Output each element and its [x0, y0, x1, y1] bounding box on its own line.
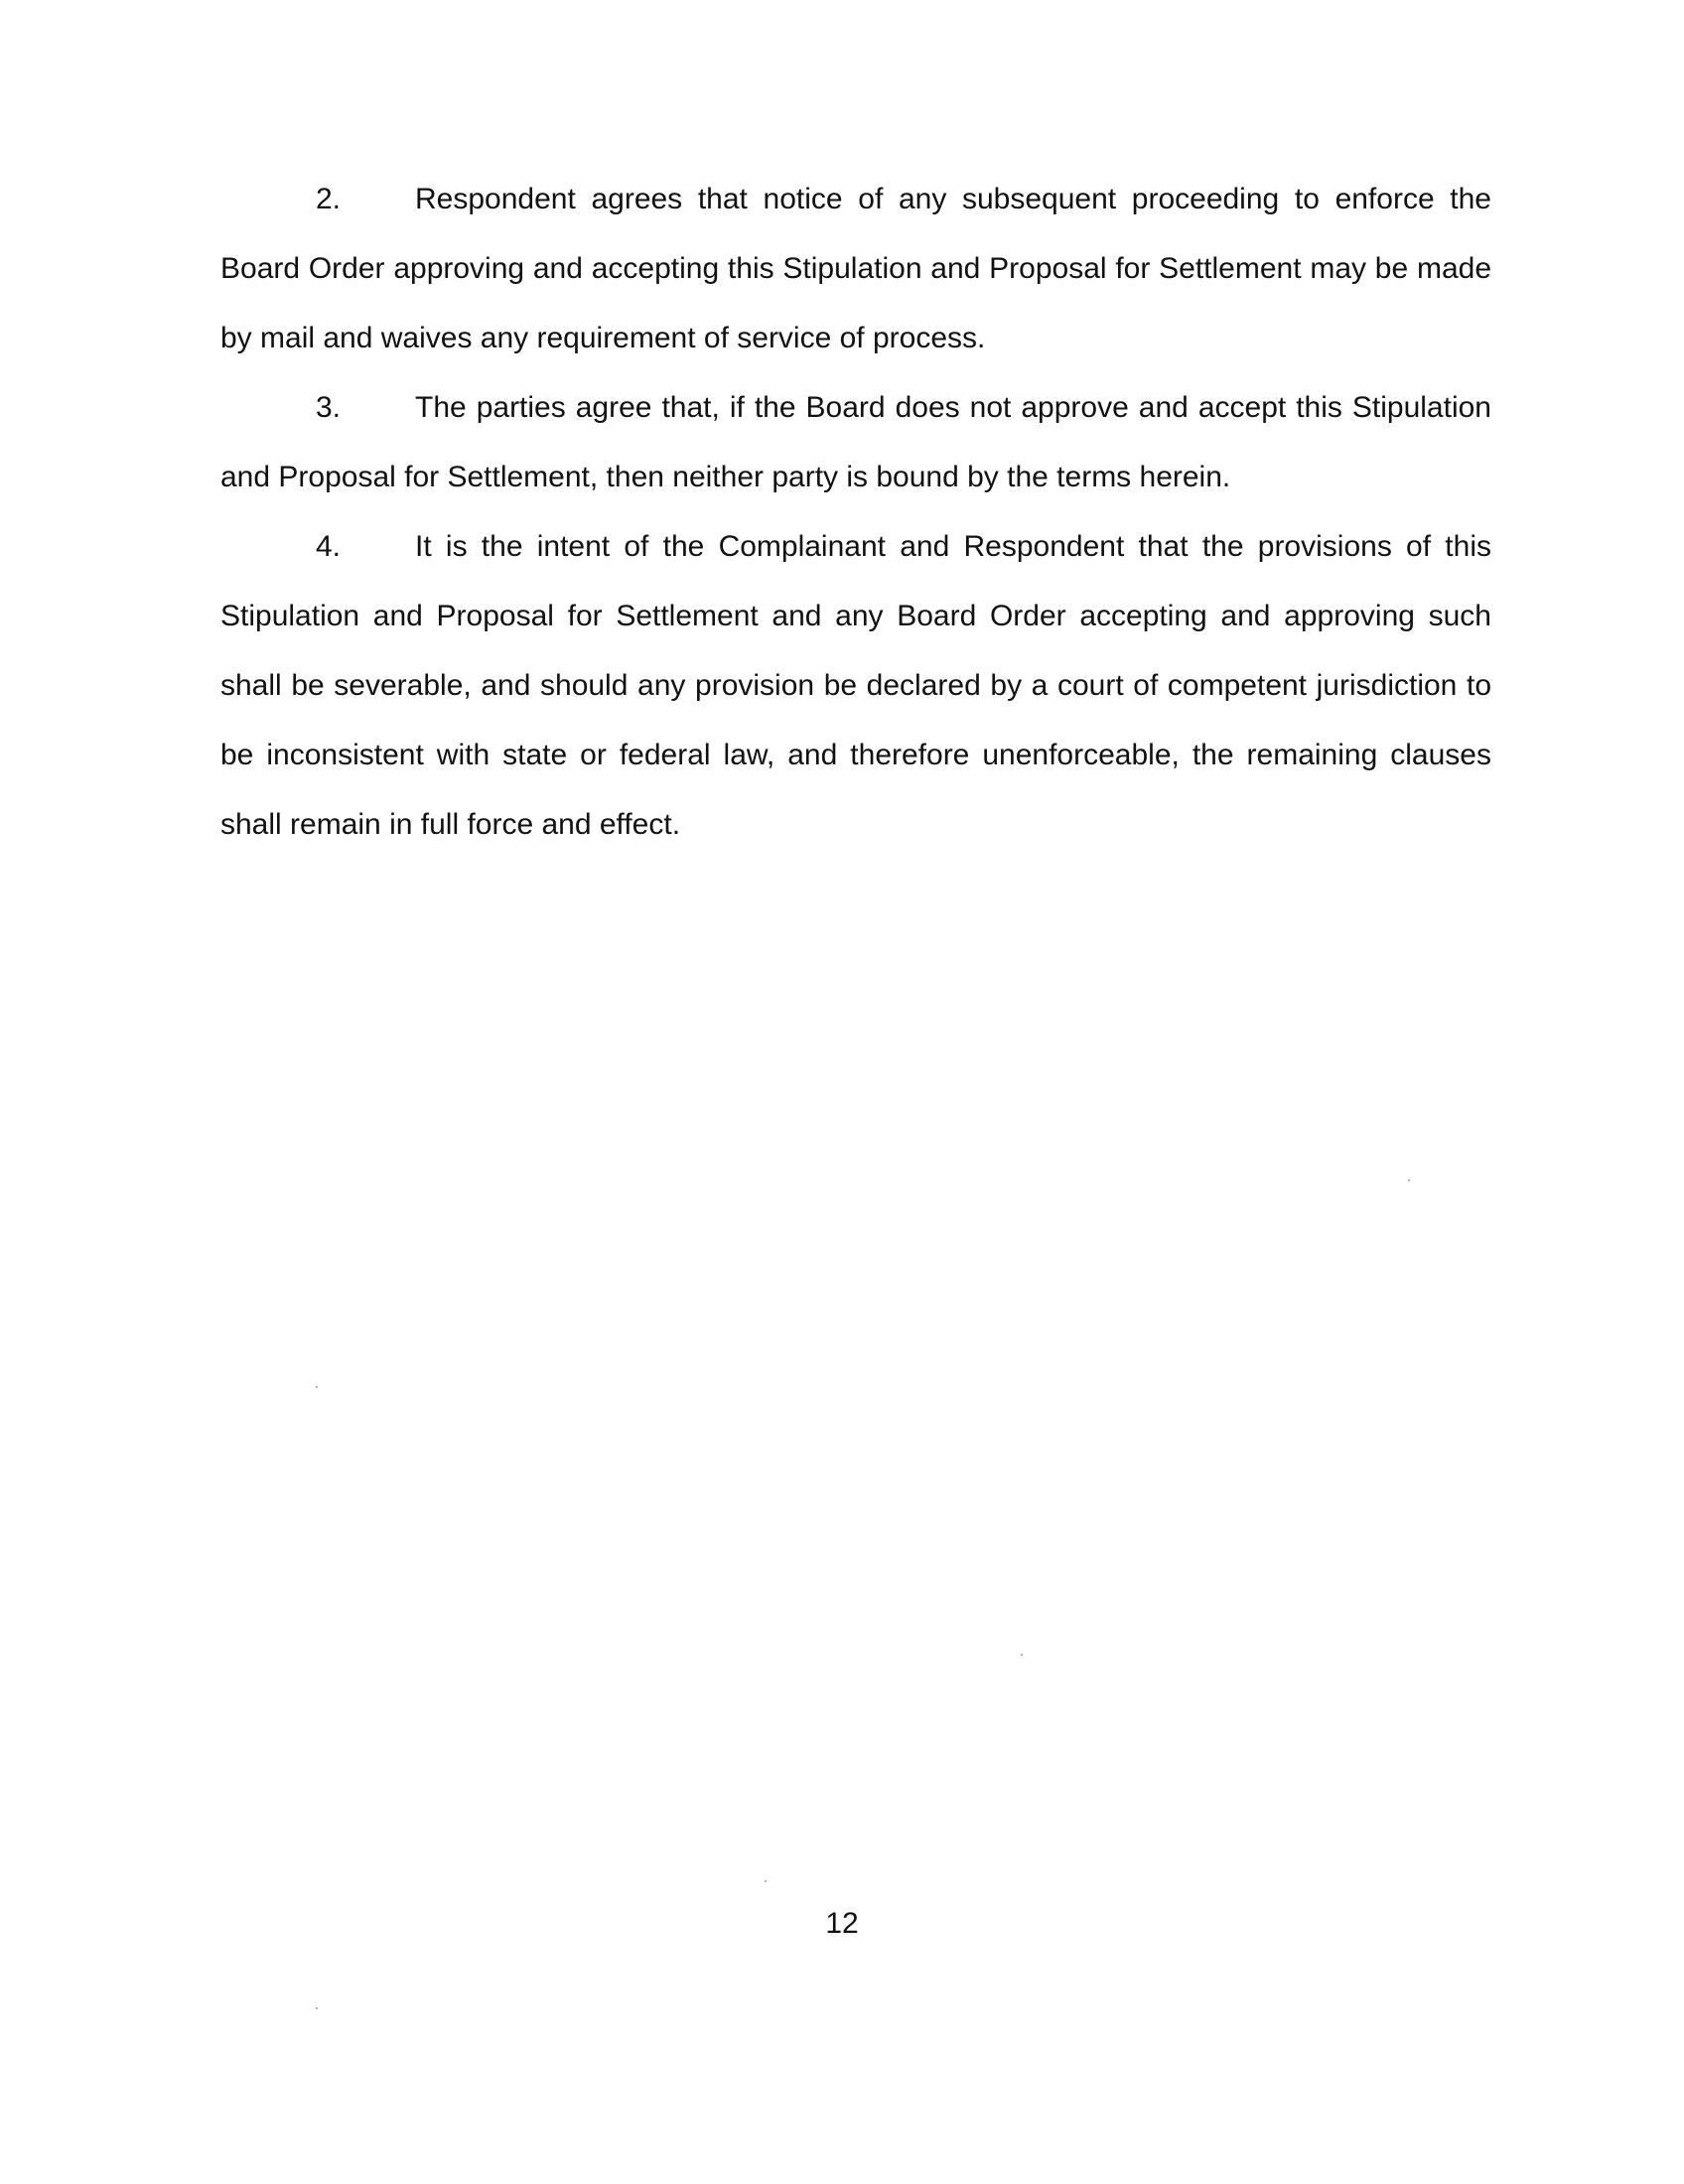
paragraph-number: 2. — [316, 183, 342, 215]
paragraph-4 — [220, 512, 1491, 860]
paragraph-text: Respondent agrees that notice of any subsequent proceeding to enforce the Board Order approving and accepting this Stipulation and Proposal for Settlement may be made by mail and waives any requirement of service of process. — [220, 183, 1491, 354]
paragraph-2 — [220, 165, 1491, 373]
scan-speck — [1408, 1179, 1410, 1181]
scan-speck — [765, 1880, 767, 1882]
scan-speck — [1021, 1654, 1023, 1656]
scan-speck — [316, 2007, 318, 2009]
page-number: 12 — [825, 1907, 859, 1940]
paragraph-3 — [220, 373, 1491, 512]
paragraph-number: 3. — [316, 391, 342, 424]
paragraph-text: It is the intent of the Complainant and Respondent that the provisions of this Stipulation and Proposal for Settlement and any Board Order accepting and approving such shall be severable, and should any provision be declared by a court of competent jurisdiction to be inconsistent with state or federal law, and therefore unenforceable, the remaining clauses shall remain in full force and effect. — [220, 530, 1491, 841]
paragraph-number: 4. — [316, 530, 342, 563]
scan-speck — [316, 1386, 318, 1388]
paragraph-text: The parties agree that, if the Board does not approve and accept this Stipulation and Proposal for Settlement, then neither party is bound by the terms herein. — [220, 391, 1491, 493]
